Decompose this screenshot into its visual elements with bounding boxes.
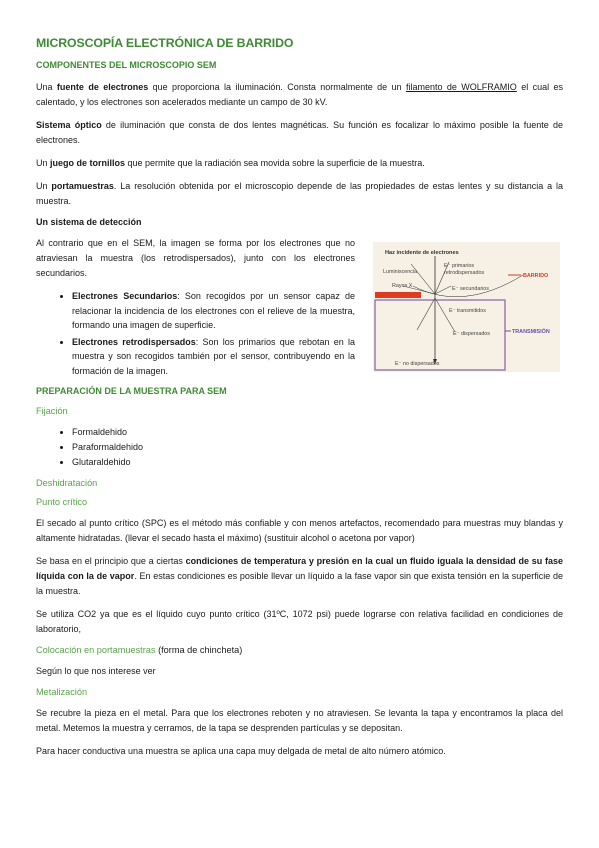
list-item: • Electrones retrodispersados: Son los primarios que rebotan en la muestra y son recogidos también por el sensor, contribuyendo en la formación de la imagen. [72, 335, 355, 379]
label-transmitidos: E⁻ transmitidos [449, 308, 486, 314]
label-no-dispersados: E⁻ no dispersados [395, 361, 440, 367]
label-retrodispersados: retrodispersados [444, 270, 485, 276]
paragraph-interest: Según lo que nos interese ver [36, 666, 156, 676]
list-item: • Electrones Secundarios: Son recogidos por un sensor capaz de relacionar la incidencia de los electrones con el relieve de la muestra, formando una imagen de superficie. [72, 289, 355, 333]
paragraph-screws: Un juego de tornillos que permite que la radiación sea movida sobre la superficie de la muestra. [36, 158, 425, 168]
paragraph-conductive: Para hacer conductiva una muestra se aplica una capa muy delgada de metal de alto número atómico. [36, 746, 446, 756]
paragraph-detection: Al contrario que en el SEM, la imagen se forma por los electrones que no atraviesan la muestra (los retrodispersados), junto con los electrones secundarios. [36, 238, 355, 278]
document-page [36, 36, 563, 767]
label-primarios: E⁻ primarios [444, 263, 475, 269]
paragraph-electron-source: Una fuente de electrones que proporciona la iluminación. Consta normalmente de un filamento de WOLFRAMIO el cual es calentado, y los electrones son acelerados mediante un campo de 30 kV. [36, 82, 564, 107]
label-luminiscencia: Luminiscencia [383, 269, 418, 275]
section-heading-preparation: PREPARACIÓN DE LA MUESTRA PARA SEM [36, 386, 227, 396]
detection-text [36, 236, 355, 380]
list-item: • Glutaraldehido [72, 455, 563, 470]
detection-block [36, 236, 563, 386]
detection-heading: Un sistema de detección [36, 217, 142, 227]
label-dispersados: E⁻ dispersados [453, 331, 491, 337]
page-title: MICROSCOPÍA ELECTRÓNICA DE BARRIDO [36, 36, 294, 50]
list-item: • Formaldehido [72, 425, 563, 440]
subheading-metalizacion: Metalización [36, 687, 88, 697]
subheading-colocacion: Colocación en portamuestras (forma de chincheta) [36, 645, 243, 655]
paragraph-principle: Se basa en el principio que a ciertas condiciones de temperatura y presión en la cual un fluido iguala la densidad de su fase líquida con la de vapor. En estas condiciones es posible llevar un líquido a la fase vapor sin que exista tensión en la superficie de la muestra. [36, 556, 564, 596]
diagram-title: Haz incidente de electrones [385, 250, 459, 256]
paragraph-metal-coating: Se recubre la pieza en el metal. Para que los electrones reboten y no atraviesen. Se levanta la tapa y encontramos la placa del metal. Metemos la muestra y cerramos, de la tapa se desprenden partículas y se depositan. [36, 708, 563, 733]
label-secundarios: E⁻ secundarios [452, 286, 490, 292]
label-transmision: TRANSMISIÓN [512, 329, 550, 335]
detection-list [36, 289, 355, 378]
subheading-deshidratacion: Deshidratación [36, 478, 98, 488]
subheading-fijacion: Fijación [36, 406, 68, 416]
paragraph-sample-holder: Un portamuestras. La resolución obtenida por el microscopio depende de las propiedades de estas lentes y su distancia a la muestra. [36, 181, 563, 206]
paragraph-optical-system: Sistema óptico de iluminación que consta de dos lentes magnéticas. Su función es focalizar lo máximo posible la fuente de electrones. [36, 120, 563, 145]
electron-interaction-diagram [373, 242, 560, 372]
section-heading-components: COMPONENTES DEL MICROSCOPIO SEM [36, 60, 217, 70]
paragraph-co2: Se utiliza CO2 ya que es el líquido cuyo punto crítico (31ºC, 1072 psi) puede lograrse con relativa facilidad en condiciones de laboratorio, [36, 609, 563, 634]
sample-bar [375, 292, 421, 298]
diagram-svg [373, 242, 560, 372]
label-rayos-x: Rayos X [392, 283, 413, 289]
subheading-punto-critico: Punto crítico [36, 497, 88, 507]
paragraph-spc: El secado al punto crítico (SPC) es el método más confiable y con menos artefactos, recomendado para muestras muy blandas y altamente hidratadas. (llevar el secado hasta el máximo) (sustituir alcohol o acetona por vapor) [36, 518, 563, 543]
fixation-list [36, 425, 563, 470]
list-item: • Paraformaldehido [72, 440, 563, 455]
label-barrido: BARRIDO [523, 273, 549, 279]
